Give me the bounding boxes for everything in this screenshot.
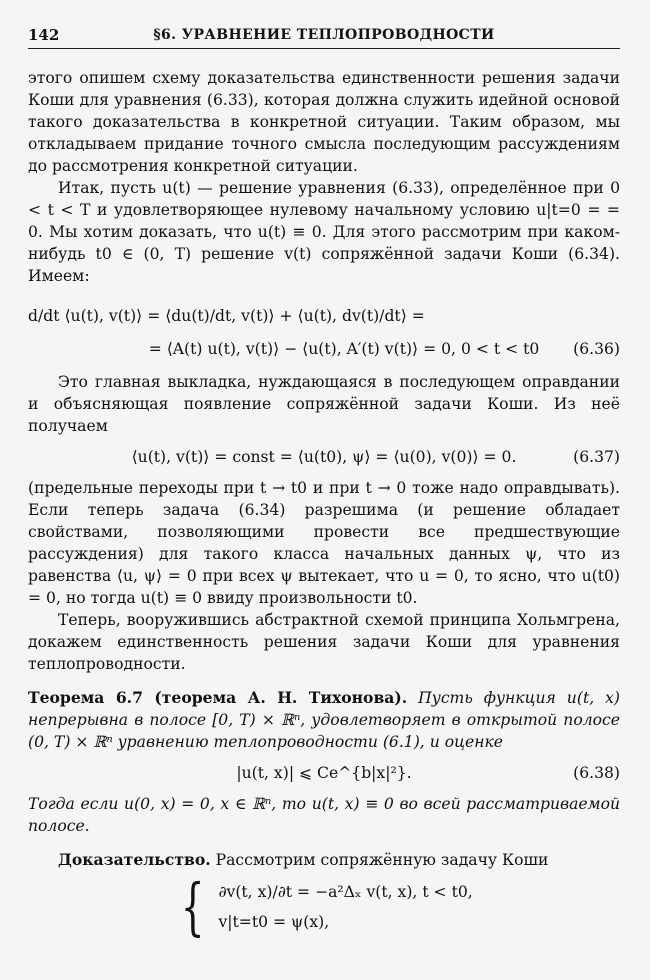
- paragraph-5: Теперь, вооружившись абстрактной схемой принципа Хольмгрена, докажем единственность решения задачи Коши для уравнения теплопроводности.: [28, 611, 620, 673]
- equation-tag-6-38: (6.38): [573, 764, 620, 782]
- adjoint-cauchy-system: [173, 870, 620, 943]
- paragraph-3: Это главная выкладка, нуждающаяся в последующем оправдании и объясняющая появление сопряжённой задачи Коши. Из неё получаем: [28, 373, 620, 435]
- equation-tag-6-37: (6.37): [573, 448, 620, 466]
- proof-text: Рассмотрим сопряжённую задачу Коши: [215, 851, 549, 869]
- page-header: [28, 24, 620, 50]
- page-number: 142: [28, 26, 60, 44]
- theorem-statement: Пусть функция u(t, x) непрерывна в полосе [0, T) × ℝⁿ, удовлетворяет в открытой полосе (0, T) × ℝⁿ уравнению теплопроводности (6.1), и оценке: [28, 689, 620, 751]
- equation-6-38: |u(t, x)| ⩽ Ce^{b|x|²}. (6.38): [236, 764, 620, 782]
- equation-6-36-line-1: d/dt ⟨u(t), v(t)⟩ = ⟨du(t)/dt, v(t)⟩ + ⟨u(t), dv(t)/dt⟩ =: [28, 306, 425, 325]
- system-line-2: v|t=t0 = ψ(x),: [218, 913, 330, 931]
- running-title: §6. УРАВНЕНИЕ ТЕПЛОПРОВОДНОСТИ: [153, 27, 495, 43]
- theorem-conclusion: Тогда если u(0, x) = 0, x ∈ ℝⁿ, то u(t, x) ≡ 0 во всей рассматриваемой полосе.: [28, 795, 620, 835]
- page-body: [28, 67, 620, 943]
- proof-start: [28, 849, 620, 871]
- header-rule: [28, 48, 620, 49]
- paragraph-2: Итак, пусть u(t) — решение уравнения (6.33), определённое при 0 < t < T и удовлетворяющее нулевому начальному условию u|t=0 = = 0. Мы хотим доказать, что u(t) ≡ 0. Для этого рассмотрим при каком-нибудь t0 ∈ (0, T) решение v(t) сопряжённой задачи Коши (6.34). Имеем:: [28, 179, 620, 285]
- system-line-1: ∂v(t, x)/∂t = −a²Δₓ v(t, x), t < t0,: [218, 883, 473, 901]
- theorem-6-7: [28, 687, 620, 753]
- equation-6-36-line-2: = ⟨A(t) u(t), v(t)⟩ − ⟨u(t), A′(t) v(t)⟩ = 0, 0 < t < t0 (6.36): [148, 339, 620, 358]
- theorem-label: Теорема 6.7 (теорема А. Н. Тихонова).: [28, 688, 408, 707]
- equation-tag-6-36: (6.36): [573, 339, 620, 358]
- left-brace: {: [180, 870, 205, 943]
- equation-6-37: ⟨u(t), v(t)⟩ = const = ⟨u(t0), ψ⟩ = ⟨u(0), v(0)⟩ = 0. (6.37): [131, 448, 620, 466]
- paragraph-1: этого опишем схему доказательства единственности решения задачи Коши для уравнения (6.33), которая должна служить идейной основой такого доказательства в конкретной ситуации. Таким образом, мы откладываем придание точного смысла последующим рассуждениям до рассмотрения конкретной ситуации.: [28, 69, 620, 175]
- proof-label: Доказательство.: [58, 850, 211, 869]
- paragraph-4: (предельные переходы при t → t0 и при t → 0 тоже надо оправдывать). Если теперь задача (6.34) разрешима (и решение обладает свойствами, позволяющими провести все предшествующие рассуждения) для такого класса начальных данных ψ, что из равенства ⟨u, ψ⟩ = 0 при всех ψ вытекает, что u = 0, то ясно, что u(t0) = 0, но тогда u(t) ≡ 0 ввиду произвольности t0.: [28, 479, 620, 607]
